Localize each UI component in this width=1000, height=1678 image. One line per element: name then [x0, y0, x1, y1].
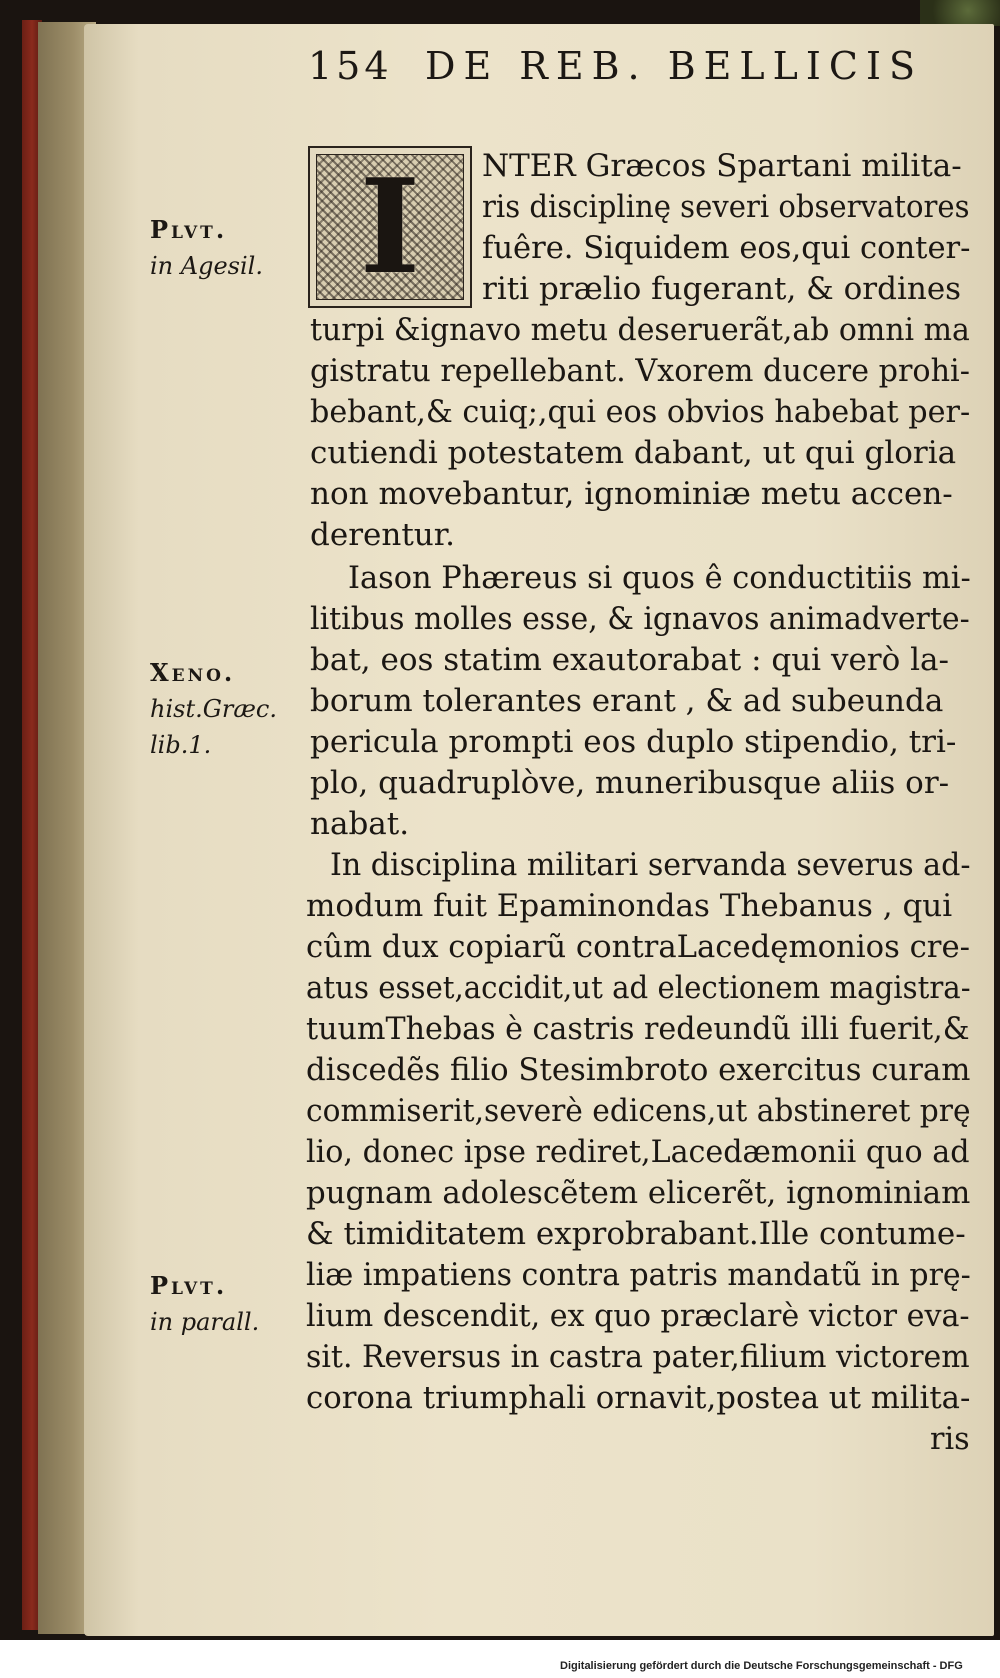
text-line: tuumThebas è castris redeundũ illi fuerit,& [306, 1011, 970, 1047]
text-line: turpi &ignavo metu deseruerãt,ab omni ma [310, 312, 970, 348]
text-line: liæ impatiens contra patris mandatũ in prę- [306, 1257, 971, 1293]
text-line: borum tolerantes erant , & ad subeunda [310, 683, 944, 719]
margin-note-reference: lib.1. [150, 731, 212, 759]
text-line: fuêre. Siquidem eos,qui conter- [482, 230, 971, 266]
page-number: 154 [308, 44, 393, 88]
margin-note-reference: hist.Græc. [150, 695, 277, 723]
text-line: derentur. [310, 517, 456, 553]
text-line: cutiendi potestatem dabant, ut qui gloria [310, 435, 957, 471]
text-line: modum fuit Epaminondas Thebanus , qui [306, 888, 953, 924]
margin-note-reference: in parall. [150, 1308, 260, 1336]
margin-note-2 [150, 655, 290, 763]
page-header [220, 44, 940, 104]
text-line: discedẽs filio Stesimbroto exercitus curam [306, 1052, 971, 1088]
text-line: riti prælio fugerant, & ordines [482, 271, 962, 307]
text-line: sit. Reversus in castra pater,filium victorem [306, 1339, 970, 1375]
margin-note-author: Plvt. [150, 1271, 228, 1300]
initial-letter: I [359, 150, 421, 303]
text-line: cûm dux copiarũ contraLacedęmonios cre- [306, 929, 971, 965]
text-line: corona triumphali ornavit,postea ut milita- [306, 1380, 971, 1416]
text-line: pugnam adolescẽtem elicerẽt, ignominiam [306, 1175, 971, 1211]
text-line: bebant,& cuiq;,qui eos obvios habebat per- [310, 394, 971, 430]
text-line: ris disciplinę severi observatores [482, 189, 970, 225]
text-line: In disciplina militari servanda severus ad- [330, 847, 971, 883]
text-line: gistratu repellebant. Vxorem ducere prohi- [310, 353, 970, 389]
page-corner-decoration [920, 0, 1000, 26]
footer-text: Digitalisierung gefördert durch die Deutsche Forschungsgemeinschaft - DFG [560, 1660, 963, 1672]
text-line: litibus molles esse, & ignavos animadverte- [310, 601, 970, 637]
text-line: bat, eos statim exautorabat : qui verò la- [310, 642, 950, 678]
margin-note-3 [150, 1268, 290, 1340]
decorated-initial [308, 146, 472, 308]
text-line-catchword: ris [930, 1421, 970, 1457]
margin-note-reference: in Agesil. [150, 252, 263, 280]
text-line: non movebantur, ignominiæ metu accen- [310, 476, 953, 512]
text-line: nabat. [310, 806, 410, 842]
text-line: NTER Græcos Spartani milita- [482, 148, 962, 184]
margin-note-author: Xeno. [150, 658, 236, 687]
running-title: DE REB. BELLICIS [425, 44, 923, 88]
text-line: plo, quadruplòve, muneribusque aliis or- [310, 765, 950, 801]
footer-credit [560, 1660, 992, 1676]
text-line: Iason Phæreus si quos ê conductitiis mi- [348, 560, 971, 596]
text-line: pericula prompti eos duplo stipendio, tri- [310, 724, 957, 760]
text-line: & timiditatem exprobrabant.Ille contume- [306, 1216, 966, 1252]
text-line: atus esset,accidit,ut ad electionem magistra- [306, 970, 971, 1006]
text-line: lio, donec ipse rediret,Lacedæmonii quo ad [306, 1134, 970, 1170]
margin-note-1 [150, 212, 290, 284]
margin-note-author: Plvt. [150, 215, 228, 244]
text-line: lium descendit, ex quo præclarè victor eva- [306, 1298, 970, 1334]
text-line: commiserit,severè edicens,ut abstineret prę [306, 1093, 971, 1129]
